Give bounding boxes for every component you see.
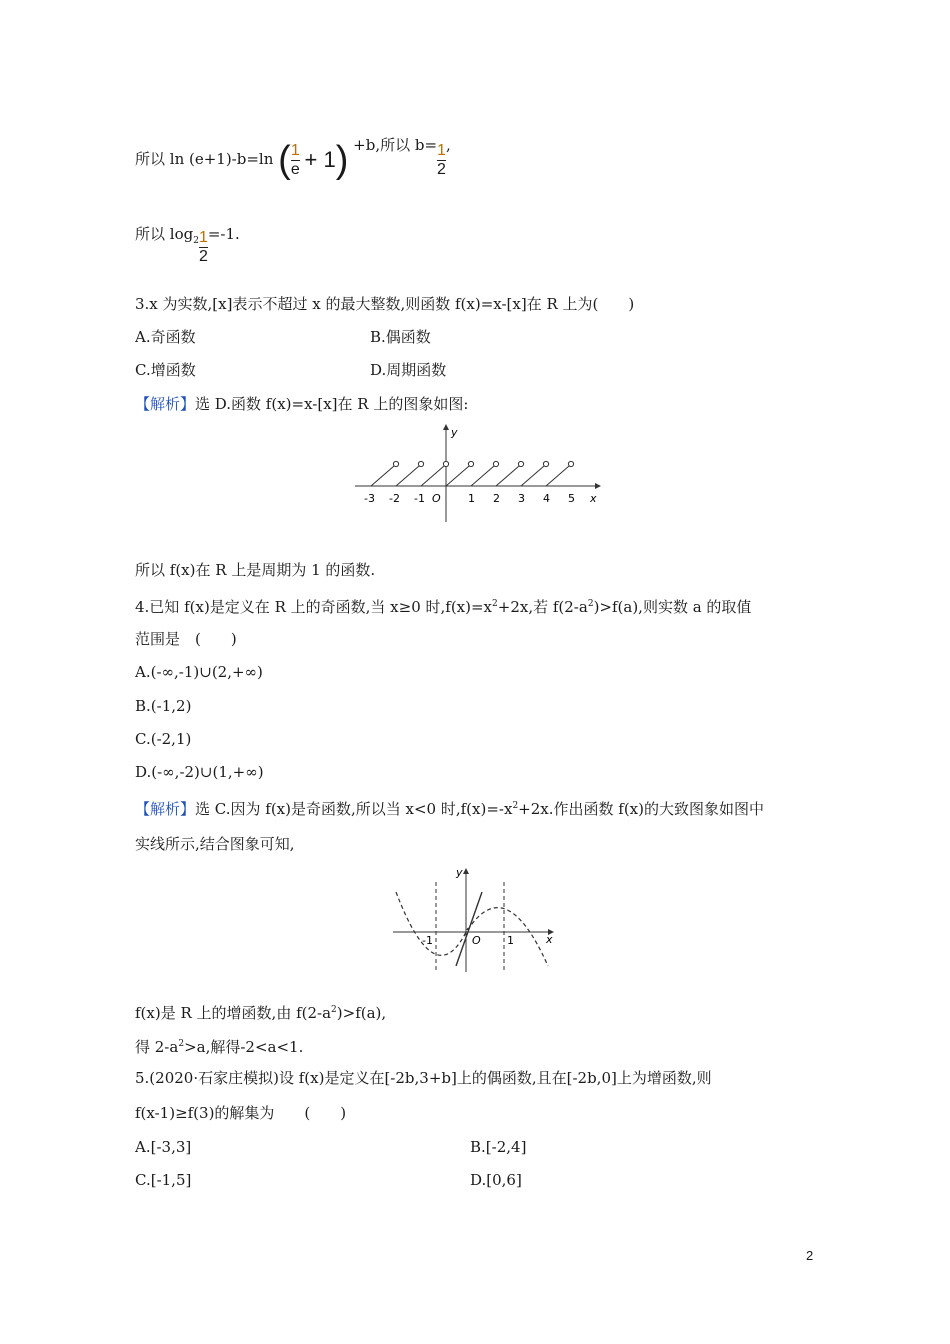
q3-solution [135,394,468,414]
open-endpoint [393,461,398,466]
q3-option-a: A.奇函数 [135,328,196,346]
plus-one: + 1 [304,147,336,172]
q3-option-d: D.周期函数 [370,361,447,379]
fraction-1-over-e: $\frac{1}{e}$ [290,141,300,178]
q4-stem-1c: +2x,若 f(2-a [497,598,588,616]
q4-solution-line-1 [135,796,764,819]
tick-label: -2 [389,492,400,505]
q3-option-c: C.增函数 [135,361,196,379]
tick-label: 2 [493,492,500,505]
q5-option-b: B.[-2,4] [470,1138,527,1156]
q4-stem-line-2: 范围是 ( ) [135,630,237,648]
q4-sol-3c: )>f(a), [336,1004,387,1022]
q5-stem-line-2: f(x-1)≥f(3)的解集为 ( ) [135,1104,347,1122]
sawtooth-segment [446,466,469,486]
line2-text-b: =-1. [207,225,240,243]
y-axis-label: y [451,426,458,439]
solution-tag: 【解析】 [135,800,196,818]
sawtooth-segment [521,466,544,486]
sawtooth-segment [546,466,569,486]
sawtooth-segment [396,466,419,486]
sawtooth-segments [371,461,574,486]
q4-option-c: C.(-2,1) [135,730,192,748]
tick-label: 5 [568,492,575,505]
q4-solution-line-3 [135,1000,386,1023]
x-axis-label: x [546,933,553,946]
q3-solution-text: 选 D.函数 f(x)=x-[x]在 R 上的图象如图: [195,395,469,413]
sawtooth-segment [496,466,519,486]
open-endpoint [443,461,448,466]
solution-tag: 【解析】 [135,395,196,413]
tick-label: 1 [468,492,475,505]
open-endpoint [468,461,473,466]
sawtooth-segment [371,466,394,486]
q4-stem-line-1 [135,594,751,617]
q4-option-b: B.(-1,2) [135,697,192,715]
q4-option-d: D.(-∞,-2)∪(1,+∞) [135,763,264,781]
sawtooth-graph [350,420,610,525]
y-axis-arrow [463,868,469,874]
open-endpoint [518,461,523,466]
tick-label: -3 [364,492,375,505]
q3-option-b: B.偶函数 [370,328,431,346]
open-endpoint [568,461,573,466]
q4-solution-line-2: 实线所示,结合图象可知, [135,835,295,853]
left-paren: ( [278,139,291,181]
x-axis-arrow [595,483,601,489]
page-number: 2 [806,1248,814,1263]
x-axis-label: x [590,492,597,505]
q4-solution-line-4 [135,1034,303,1057]
log-base: 2 [193,236,199,246]
q4-sol-3-sup: 2 [331,1005,337,1015]
fraction-log-arg: $\frac{1}{2}$ [198,229,208,265]
y-axis-label: y [456,866,463,879]
q4-sol-4a: 得 2-a [135,1038,179,1056]
open-endpoint [543,461,548,466]
q4-sup-2: 2 [587,599,594,609]
q3-conclusion: 所以 f(x)在 R 上是周期为 1 的函数. [135,561,376,579]
tick-label: -1 [414,492,425,505]
q5-stem-line-1: 5.(2020·石家庄模拟)设 f(x)是定义在[-2b,3+b]上的偶函数,且在[-2b,0]上为增函数,则 [135,1069,712,1087]
line2-text-a: 所以 log [135,225,194,243]
sawtooth-segment [471,466,494,486]
sawtooth-segment [421,466,444,486]
tick-label: 3 [518,492,525,505]
q4-sol-4-sup: 2 [178,1039,185,1049]
right-paren: ) [335,139,349,181]
line1-text-b: +b,所以 b= [353,136,438,154]
q4-sol-4c: >a,解得-2<a<1. [184,1038,304,1056]
tick-label-1: 1 [507,934,514,947]
q4-sol-sup: 2 [512,801,519,811]
origin-label: O [472,934,481,947]
odd-function-graph [388,862,568,977]
open-endpoint [418,461,423,466]
q4-stem-1a: 4.已知 f(x)是定义在 R 上的奇函数,当 x≥0 时,f(x)=x [135,598,493,616]
derivation-line-1 [135,135,451,181]
line1-text-a: 所以 ln (e+1)-b=ln [135,150,274,168]
q4-sol-1a: 选 C.因为 f(x)是奇函数,所以当 x<0 时,f(x)=-x [195,800,513,818]
q4-stem-1e: )>f(a),则实数 a 的取值 [593,598,752,616]
tick-label: 4 [543,492,550,505]
q4-sol-3a: f(x)是 R 上的增函数,由 f(2-a [135,1004,332,1022]
tick-label-neg1: -1 [422,934,433,947]
q4-option-a: A.(-∞,-1)∪(2,+∞) [135,663,263,681]
solid-tangent-line [456,892,482,966]
q5-option-a: A.[-3,3] [135,1138,192,1156]
open-endpoint [493,461,498,466]
q5-option-d: D.[0,6] [470,1171,522,1189]
q5-option-c: C.[-1,5] [135,1171,192,1189]
tick-labels [364,492,575,505]
q4-sol-1c: +2x.作出函数 f(x)的大致图象如图中 [518,800,764,818]
y-axis-arrow [443,424,449,430]
origin-label: O [432,492,441,505]
fraction-one-half: $\frac{1}{2}$ [437,142,446,178]
derivation-line-2 [135,224,240,265]
q3-stem: 3.x 为实数,[x]表示不超过 x 的最大整数,则函数 f(x)=x-[x]在 R 上为( ) [135,295,635,313]
q4-sup-1: 2 [492,599,498,609]
line1-comma: , [445,136,451,154]
